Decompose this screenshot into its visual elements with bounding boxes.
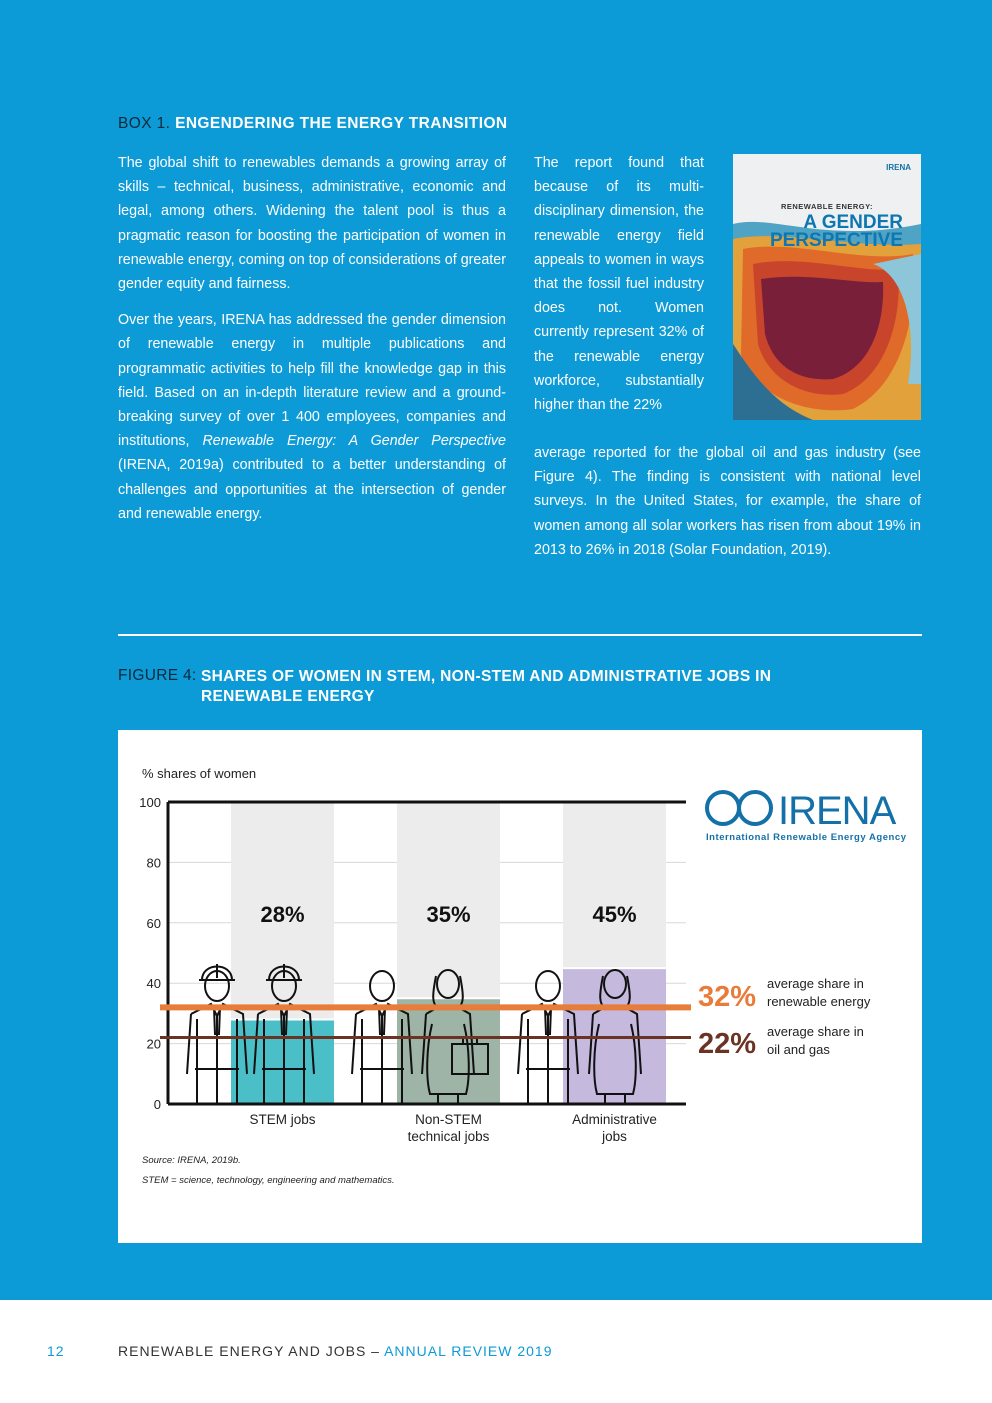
category-label: jobs (602, 1129, 627, 1144)
box-right-text-narrow: The report found that because of its multi-disciplinary dimension, the renewable energy field appeals to women in ways that the fossil fuel industry does not. Women currently represent 32% of the renewable energy workforce, substantially higher than the 22% (534, 155, 704, 414)
box-paragraph-1: The global shift to renewables demands a growing array of skills – technical, business, administrative, economic and legal, among others. Widening the talent pool is thus a pragmatic reason for boosting the participation of women in renewable energy, coming on top of considerations of greater gender equity and fairness. (118, 155, 506, 293)
irena-logo-subtitle: International Renewable Energy Agency (706, 832, 906, 843)
figure-panel (118, 730, 922, 1243)
box-paragraph-2: Over the years, IRENA has addressed the gender dimension of renewable energy in multiple publications and programmatic activities to help fill the knowledge gap in this field. Based on an in-depth literature review and a ground-breaking survey of over 1 400 employees, companies and institutions, Renewable Energy: A Gender Perspective (IRENA, 2019a) contributed to a better understanding of challenges and opportunities at the intersection of gender and renewable energy. (118, 312, 506, 522)
bar-value-label: 35% (426, 902, 471, 927)
cover-artwork (733, 154, 921, 420)
reference-value-label: 32% (698, 981, 757, 1013)
hard-hat-icon (199, 964, 235, 980)
category-label: Administrative (572, 1112, 657, 1127)
reference-text: oil and gas (767, 1042, 830, 1057)
box-title: ENGENDERING THE ENERGY TRANSITION (175, 115, 508, 132)
y-tick-label: 0 (153, 1097, 161, 1112)
cover-title: A GENDER PERSPECTIVE (769, 212, 903, 251)
reference-value-label: 22% (698, 1028, 757, 1060)
page-number: 12 (47, 1343, 65, 1359)
y-tick-label: 40 (146, 976, 161, 992)
irena-logo-globe-icon (739, 792, 771, 824)
report-title-italic: Renewable Energy: A Gender Perspective (202, 433, 506, 450)
reference-text: average share in (767, 1024, 864, 1039)
irena-logo-text: IRENA (778, 789, 896, 833)
women-share-chart (118, 730, 922, 1243)
footer-subtitle: ANNUAL REVIEW 2019 (384, 1343, 553, 1359)
bar (563, 968, 666, 1104)
category-label: Non-STEM (415, 1112, 482, 1127)
y-tick-label: 60 (146, 915, 161, 931)
category-label: STEM jobs (249, 1112, 316, 1127)
category-label: technical jobs (407, 1129, 490, 1144)
footer-title: RENEWABLE ENERGY AND JOBS – ANNUAL REVIEW 2019 (118, 1343, 553, 1359)
irena-logo-ring-icon (707, 792, 739, 824)
reference-text: renewable energy (767, 994, 871, 1009)
cover-series: RENEWABLE ENERGY: (780, 202, 874, 211)
box-number: BOX 1. (118, 115, 171, 132)
box-right-text-wide: average reported for the global oil and gas industry (see Figure 4). The finding is consistent with national level surveys. In the United States, for example, the share of women among all solar workers has risen from about 19% in 2013 to 26% in 2018 (Solar Foundation, 2019). (534, 445, 921, 558)
box-left-column (118, 151, 506, 538)
y-tick-label: 80 (146, 855, 161, 871)
y-tick-label: 100 (139, 795, 161, 810)
reference-text: average share in (767, 976, 864, 991)
box-heading (118, 115, 508, 133)
bar-value-label: 45% (592, 902, 637, 927)
y-axis-label: % shares of women (142, 766, 257, 781)
figure-source: Source: IRENA, 2019b. (142, 1155, 241, 1166)
y-tick-label: 20 (146, 1036, 161, 1052)
report-cover-image (733, 154, 921, 420)
section-divider (118, 634, 922, 636)
figure-note: STEM = science, technology, engineering and mathematics. (142, 1175, 395, 1186)
figure-title: SHARES OF WOMEN IN STEM, NON-STEM AND ADMINISTRATIVE JOBS IN RENEWABLE ENERGY (201, 668, 772, 705)
figure-number: FIGURE 4: (118, 667, 197, 684)
cover-logo: IRENA (886, 163, 911, 172)
bar-value-label: 28% (260, 902, 305, 927)
bar (397, 998, 500, 1104)
